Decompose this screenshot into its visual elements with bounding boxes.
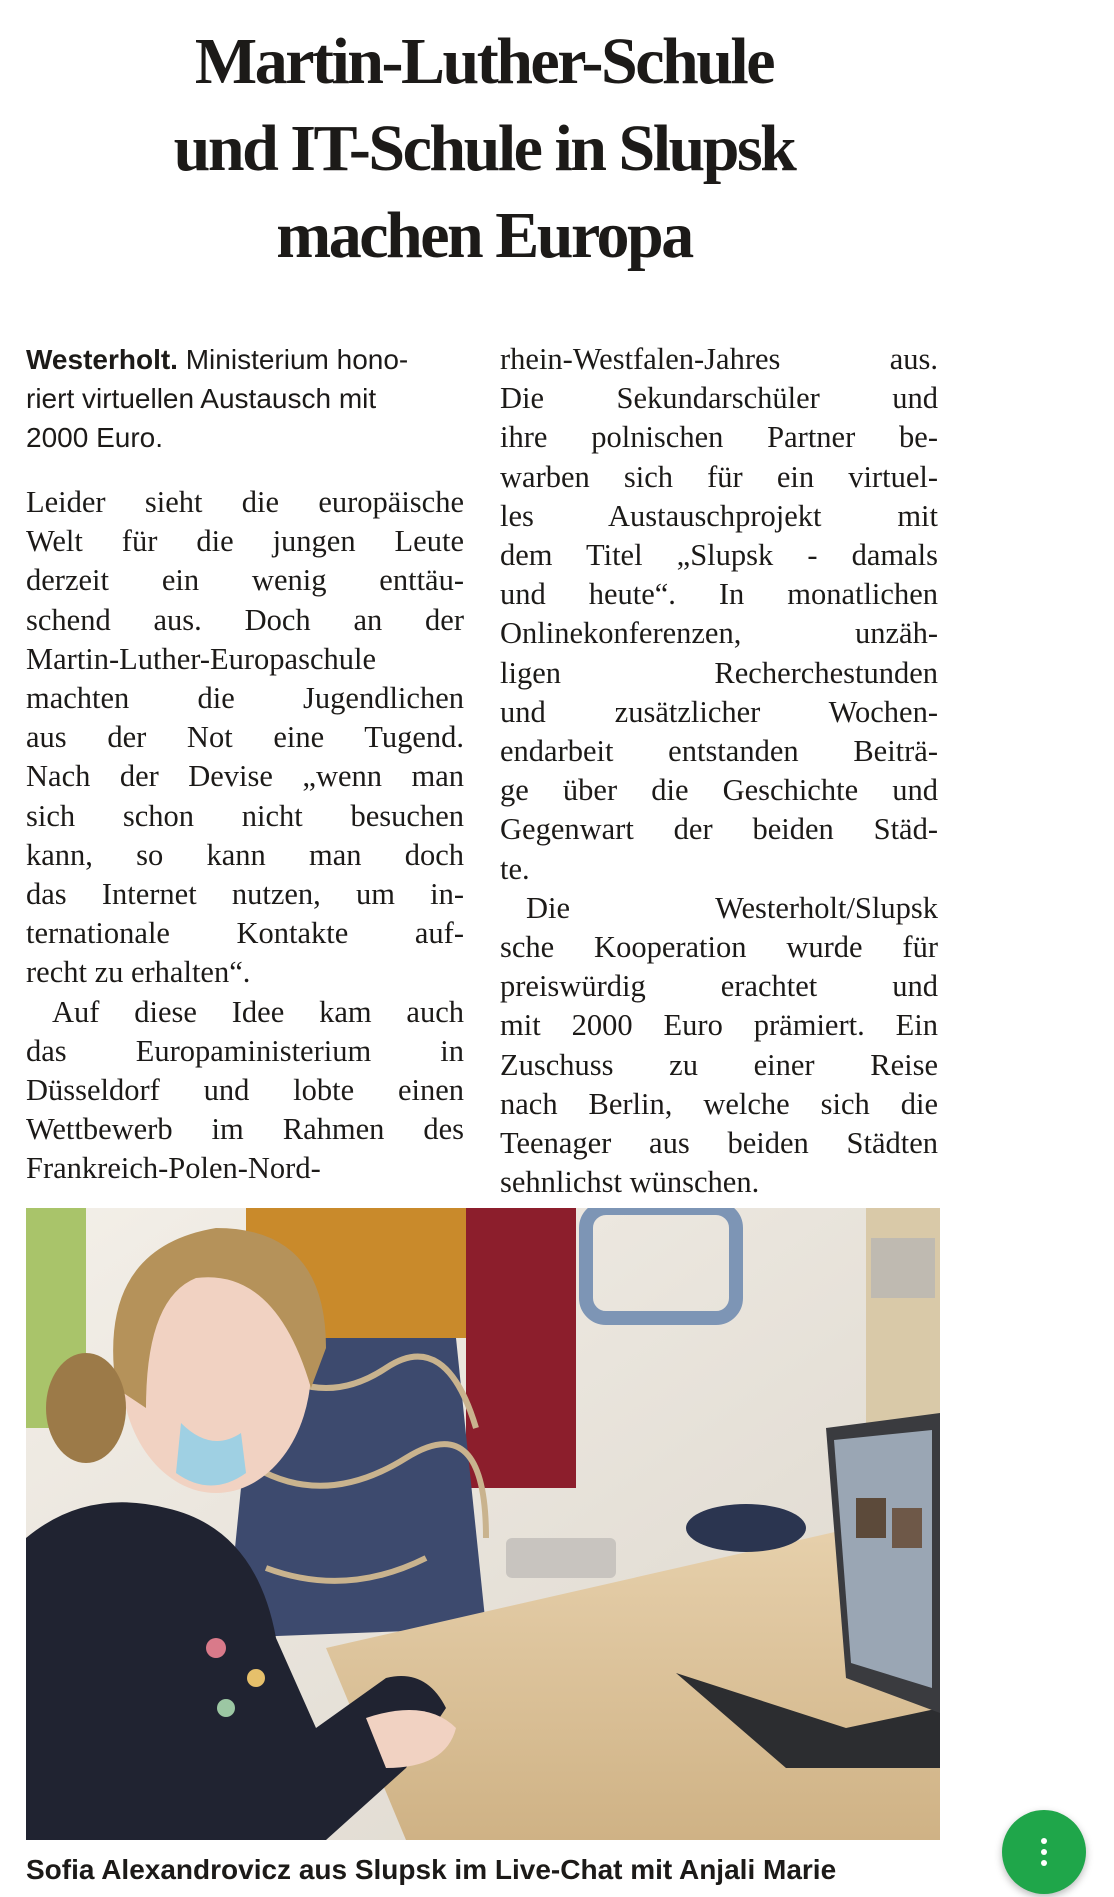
article-body-line: mit 2000 Euro prämiert. Ein <box>500 1008 938 1043</box>
article-column-left <box>26 340 464 1189</box>
article-body-line: rhein-Westfalen-Jahres aus. <box>500 342 938 376</box>
article-body-line: te. <box>500 851 530 886</box>
article-body-line: Zuschuss zu einer Reise <box>500 1047 938 1082</box>
article-body-line: schend aus. Doch an der <box>26 602 464 637</box>
article-body-line: sich schon nicht besuchen <box>26 798 464 833</box>
dateline: Westerholt. <box>26 344 178 375</box>
article-body-line: preiswürdig erachtet und <box>500 969 938 1004</box>
article-body-line: Wettbewerb im Rahmen des <box>26 1112 464 1147</box>
lead-text: Ministerium hono- <box>177 344 409 375</box>
article-headline <box>60 18 908 279</box>
lead-text-line: riert virtuellen Austausch mit <box>26 383 377 414</box>
article-body-line: Onlinekonferenzen, unzäh- <box>500 616 938 651</box>
article-body-line: machten die Jugendlichen <box>26 681 464 716</box>
article-body-line: kann, so kann man doch <box>26 837 464 872</box>
article-body-line: Auf diese Idee kam auch <box>52 994 464 1029</box>
article-body-line: dem Titel „Slupsk - damals <box>500 538 938 573</box>
article-body-line: nach Berlin, welche sich die <box>500 1086 938 1121</box>
article-body-line: sche Kooperation wurde für <box>500 930 938 965</box>
article-body-line: Teenager aus beiden Städten <box>500 1126 938 1161</box>
photo-caption: Sofia Alexandrovicz aus Slupsk im Live-Chat mit Anjali Marie <box>26 1854 837 1885</box>
article-body-line: Martin-Luther-Europaschule <box>26 641 377 676</box>
article-body-line: derzeit ein wenig enttäu- <box>26 563 464 598</box>
article-body-line: Welt für die jungen Leute <box>26 524 464 559</box>
article-body-line: das Europaministerium in <box>26 1033 464 1068</box>
article-body-line: aus der Not eine Tugend. <box>26 720 464 755</box>
article-body-line: und heute“. In monatlichen <box>500 577 938 612</box>
photo-illustration <box>26 1208 940 1840</box>
article-body-line: das Internet nutzen, um in- <box>26 877 464 912</box>
article-body-line: ternationale Kontakte auf- <box>26 916 464 951</box>
article-body-line: warben sich für ein virtuel- <box>500 459 938 494</box>
article-body-line: Frankreich-Polen-Nord- <box>26 1151 321 1186</box>
headline-line: machen Europa <box>276 199 692 272</box>
article-body-line: Die Sekundarschüler und <box>500 381 938 416</box>
more-vertical-icon <box>1041 1838 1047 1866</box>
article-body-line: ge über die Geschichte und <box>500 773 938 808</box>
article-body-line: endarbeit entstanden Beiträ- <box>500 734 938 769</box>
article-body-line: Nach der Devise „wenn man <box>26 759 464 794</box>
article-photo <box>26 1208 940 1840</box>
article-body-left <box>26 483 464 1189</box>
article-body-line: ihre polnischen Partner be- <box>500 420 938 455</box>
article-body-line: ligen Recherchestunden <box>500 655 938 690</box>
article-body-line: sehnlichst wünschen. <box>500 1165 760 1200</box>
article-body-line: Die Westerholt/Slupsk <box>526 890 938 925</box>
article-body-line: les Austauschprojekt mit <box>500 498 938 533</box>
article-body-line: und zusätzlicher Wochen- <box>500 694 938 729</box>
article-lead <box>26 340 464 457</box>
article-body-right <box>500 340 938 1202</box>
article-body-line: recht zu erhalten“. <box>26 955 251 990</box>
article-column-right <box>500 340 938 1202</box>
headline-line: und IT-Schule in Slupsk <box>173 112 795 185</box>
more-options-button[interactable] <box>1002 1810 1086 1894</box>
headline-line: Martin-Luther-Schule <box>194 25 774 98</box>
lead-text-line: 2000 Euro. <box>26 422 163 453</box>
article-body-line: Gegenwart der beiden Städ- <box>500 812 938 847</box>
article-body-line: Leider sieht die europäische <box>26 485 464 519</box>
article-body-line: Düsseldorf und lobte einen <box>26 1073 464 1108</box>
